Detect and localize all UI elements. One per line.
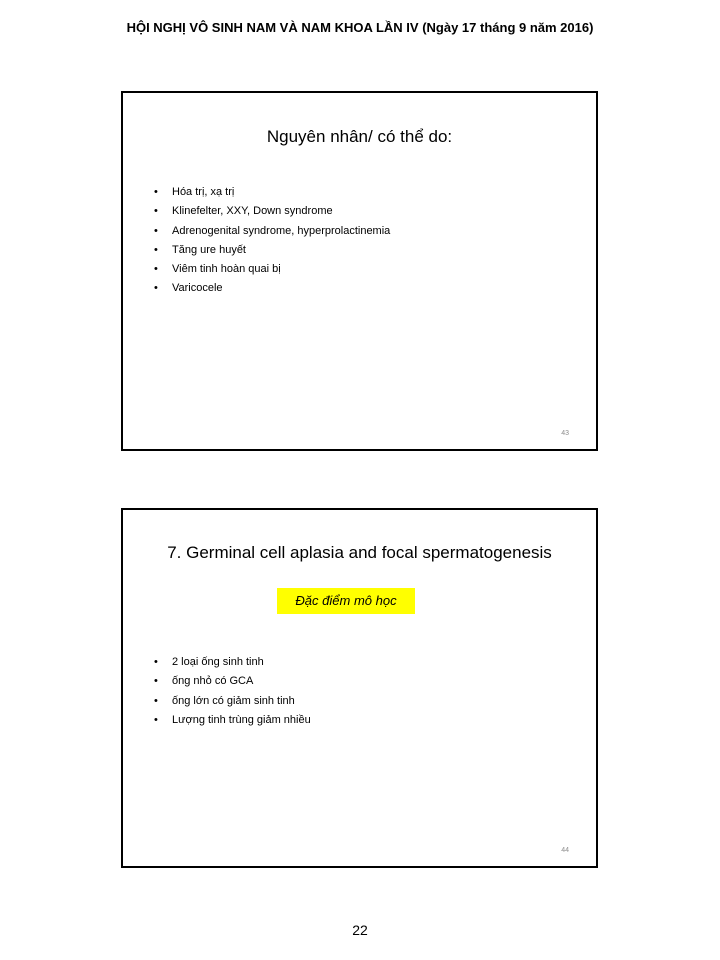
list-item-text: Klinefelter, XXY, Down syndrome: [172, 205, 333, 218]
bullet-icon: •: [154, 243, 158, 256]
slide-44: [121, 508, 598, 868]
slide-43: [121, 91, 598, 451]
list-item-text: Adrenogenital syndrome, hyperprolactinemia: [172, 224, 391, 237]
bullet-icon: •: [154, 205, 158, 218]
list-item-text: Tăng ure huyết: [172, 243, 246, 256]
bullet-icon: •: [154, 186, 158, 198]
list-item-text: Viêm tinh hoàn quai bị: [172, 263, 281, 276]
list-item: [154, 241, 390, 260]
bullet-icon: •: [154, 656, 158, 668]
list-item-text: ống lớn có giảm sinh tinh: [172, 694, 295, 707]
list-item: [154, 202, 390, 221]
bullet-icon: •: [154, 713, 158, 726]
list-item-text: ống nhỏ có GCA: [172, 675, 254, 688]
list-item-text: 2 loại ống sinh tinh: [172, 656, 264, 668]
bullet-list: [154, 183, 390, 299]
list-item: [154, 692, 311, 711]
list-item: [154, 672, 311, 691]
bullet-icon: •: [154, 675, 158, 688]
list-item-text: Hóa trị, xạ trị: [172, 186, 235, 198]
list-item-text: Lượng tinh trùng giảm nhiều: [172, 713, 311, 726]
bullet-icon: •: [154, 282, 158, 295]
list-item-text: Varicocele: [172, 282, 223, 295]
list-item: [154, 711, 311, 730]
bullet-list: [154, 653, 311, 730]
page-header: HỘI NGHỊ VÔ SINH NAM VÀ NAM KHOA LẦN IV (Ngày 17 tháng 9 năm 2016): [126, 20, 594, 35]
bullet-icon: •: [154, 224, 158, 237]
slide-number: 44: [561, 847, 569, 854]
bullet-icon: •: [154, 694, 158, 707]
list-item: [154, 279, 390, 298]
slide-number: 43: [561, 430, 569, 437]
list-item: [154, 183, 390, 202]
list-item: [154, 260, 390, 279]
list-item: [154, 222, 390, 241]
list-item: [154, 653, 311, 672]
bullet-icon: •: [154, 263, 158, 276]
highlight-label: Đặc điểm mô học: [277, 588, 415, 614]
slide-title: 7. Germinal cell aplasia and focal spermatogenesis: [167, 543, 552, 562]
slide-title: Nguyên nhân/ có thể do:: [266, 127, 453, 146]
page-number: 22: [352, 922, 368, 938]
